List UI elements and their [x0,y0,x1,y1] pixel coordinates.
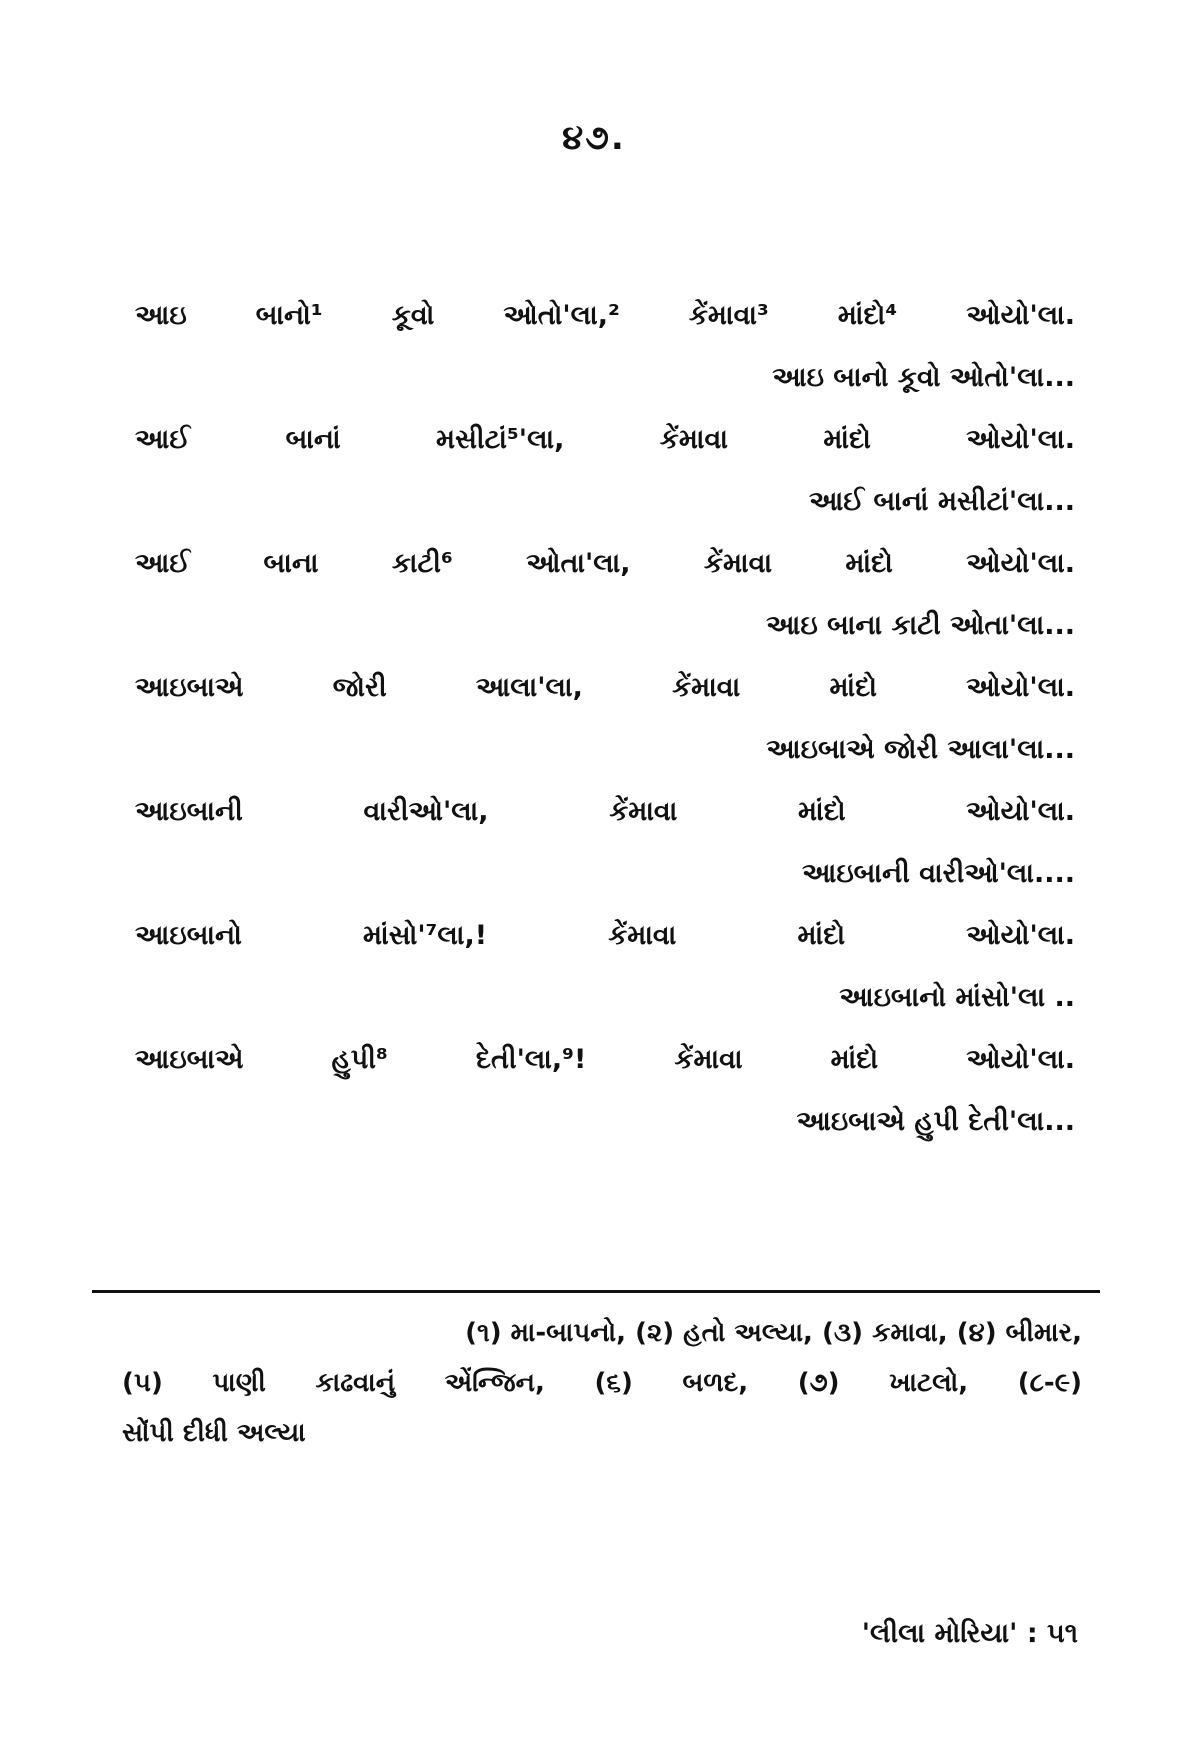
refrain-line: આઈ બાનાં મસીટાં'લા... [808,486,1075,517]
refrain-line: આઇ બાના કાટી ઓતા'લા... [766,610,1075,641]
refrain-line: આઇબાએ જોરી આલા'લા... [766,734,1075,765]
verse-line: આઇ બાનો¹ કૂવો ઓતો'લા,² કેંમાવા³ માંદો⁴ ઓયો'લા. [135,300,1075,331]
footnote-line: સોંપી દીધી અલ્યા [122,1418,306,1448]
poem-body [135,296,1075,1164]
refrain-line: આઇબાની વારીઓ'લા.... [801,858,1075,889]
verse-line: આઈ બાના કાટી⁶ ઓતા'લા, કેંમાવા માંદો ઓયો'લા. [135,548,1075,579]
poem-number: ૪૭. [562,118,626,158]
verse-line: આઈ બાનાં મસીટાં⁵'લા, કેંમાવા માંદો ઓયો'લા. [135,424,1075,455]
footnote-divider [92,1290,1100,1293]
refrain-line: આઇબાનો માંસો'લા .. [839,982,1075,1013]
footnotes [122,1308,1082,1458]
refrain-line: આઇબાએ હુપી દેતી'લા... [796,1106,1075,1137]
page-footer: 'લીલા મોરિયા' : ૫૧ [861,1618,1078,1649]
footnote-line: (૧) મા-બાપનો, (૨) હતો અલ્યા, (૩) કમાવા, (૪) બીમાર, [465,1318,1082,1348]
verse-line: આઇબાનો માંસો'⁷લા,! કેંમાવા માંદો ઓયો'લા. [135,920,1075,951]
verse-line: આઇબાની વારીઓ'લા, કેંમાવા માંદો ઓયો'લા. [135,796,1075,827]
verse-line: આઇબાએ જોરી આલા'લા, કેંમાવા માંદો ઓયો'લા. [135,672,1075,703]
footnote-line: (૫) પાણી કાઢવાનું એંન્જિન, (૬) બળદ, (૭) ખાટલો, (૮-૯) [122,1368,1082,1398]
verse-line: આઇબાએ હુપી⁸ દેતી'લા,⁹! કેંમાવા માંદો ઓયો'લા. [135,1044,1075,1075]
refrain-line: આઇ બાનો કૂવો ઓતો'લા... [772,362,1075,393]
